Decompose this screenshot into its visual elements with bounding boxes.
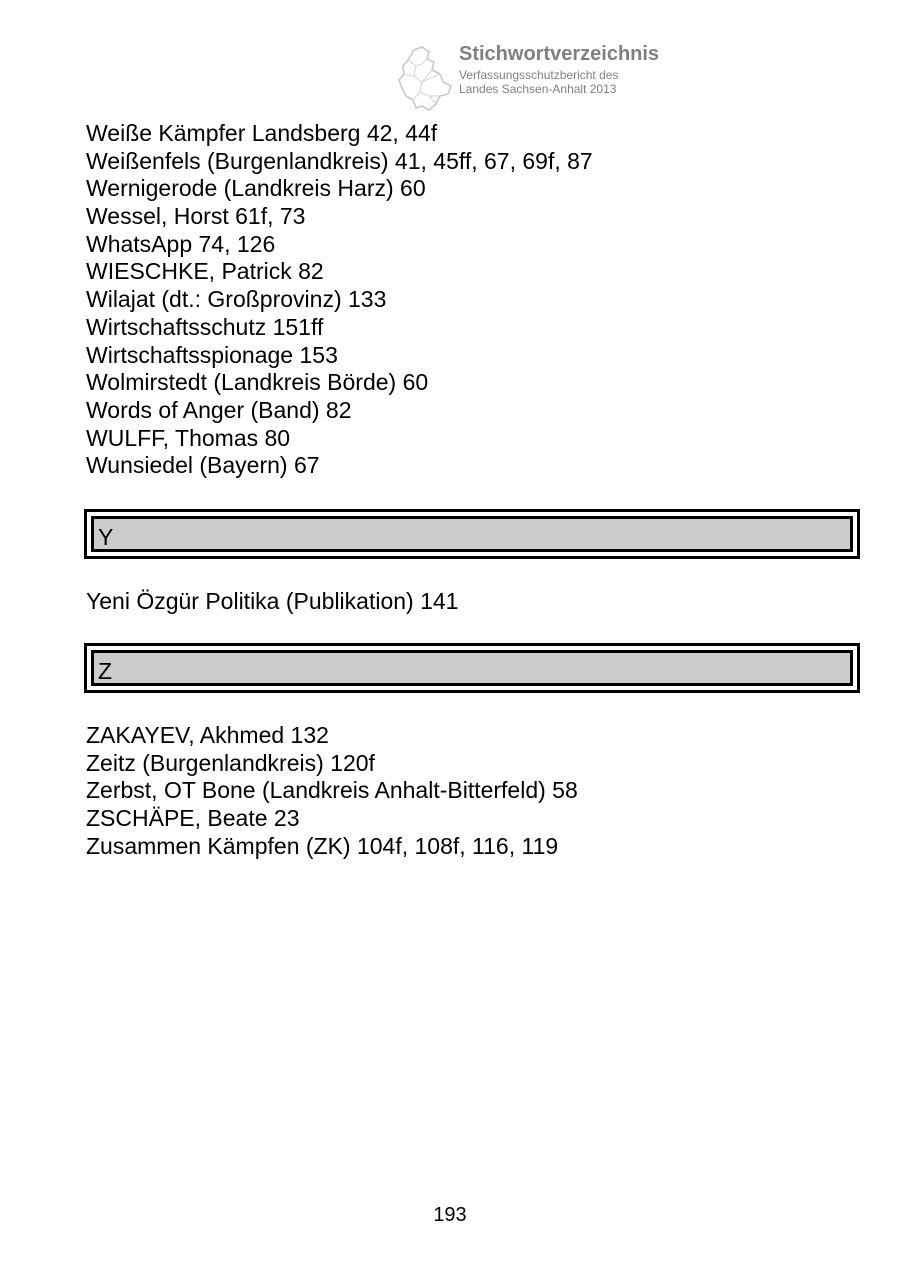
- index-list-y: [86, 588, 458, 616]
- index-entry: WhatsApp 74, 126: [86, 230, 276, 257]
- index-entry: Yeni Özgür Politika (Publikation) 141: [86, 588, 459, 614]
- header-title: Stichwortverzeichnis: [459, 43, 660, 65]
- index-entry: Wernigerode (Landkreis Harz) 60: [86, 175, 426, 202]
- index-entry: Zusammen Kämpfen (ZK) 104f, 108f, 116, 119: [86, 832, 559, 859]
- index-entry: Wessel, Horst 61f, 73: [86, 203, 306, 230]
- page-header: [396, 42, 716, 116]
- index-entry: WIESCHKE, Patrick 82: [86, 258, 324, 285]
- index-entry: Wolmirstedt (Landkreis Börde) 60: [86, 369, 429, 396]
- section-heading-y: [84, 509, 860, 559]
- index-entry: Words of Anger (Band) 82: [86, 396, 352, 423]
- page-number: 193: [433, 1204, 467, 1226]
- section-heading-z: [84, 643, 860, 693]
- header-subtitle-line-2: Landes Sachsen-Anhalt 2013: [459, 82, 617, 96]
- index-entry: WULFF, Thomas 80: [86, 424, 291, 451]
- index-list-w: [86, 120, 593, 480]
- index-entry: Weiße Kämpfer Landsberg 42, 44f: [86, 120, 438, 146]
- index-entry: Zeitz (Burgenlandkreis) 120f: [86, 749, 375, 776]
- index-entry: Wirtschaftsschutz 151ff: [86, 313, 324, 340]
- index-entry: ZSCHÄPE, Beate 23: [86, 805, 300, 832]
- section-letter-y: Y: [98, 524, 114, 550]
- index-entry: Wilajat (dt.: Großprovinz) 133: [86, 286, 387, 313]
- index-list-z: [86, 722, 578, 860]
- index-entry: Zerbst, OT Bone (Landkreis Anhalt-Bitterfeld) 58: [86, 777, 578, 804]
- index-entry: ZAKAYEV, Akhmed 132: [86, 722, 329, 748]
- section-heading-z-fill: [91, 650, 853, 686]
- state-map-emblem-icon: [396, 44, 454, 114]
- header-subtitle-line-1: Verfassungsschutzbericht des: [459, 68, 619, 82]
- section-heading-y-fill: [91, 516, 853, 552]
- index-entry: Wirtschaftsspionage 153: [86, 341, 338, 368]
- index-entry: Wunsiedel (Bayern) 67: [86, 452, 320, 479]
- index-entry: Weißenfels (Burgenlandkreis) 41, 45ff, 67, 69f, 87: [86, 147, 593, 174]
- section-letter-z: Z: [98, 658, 113, 684]
